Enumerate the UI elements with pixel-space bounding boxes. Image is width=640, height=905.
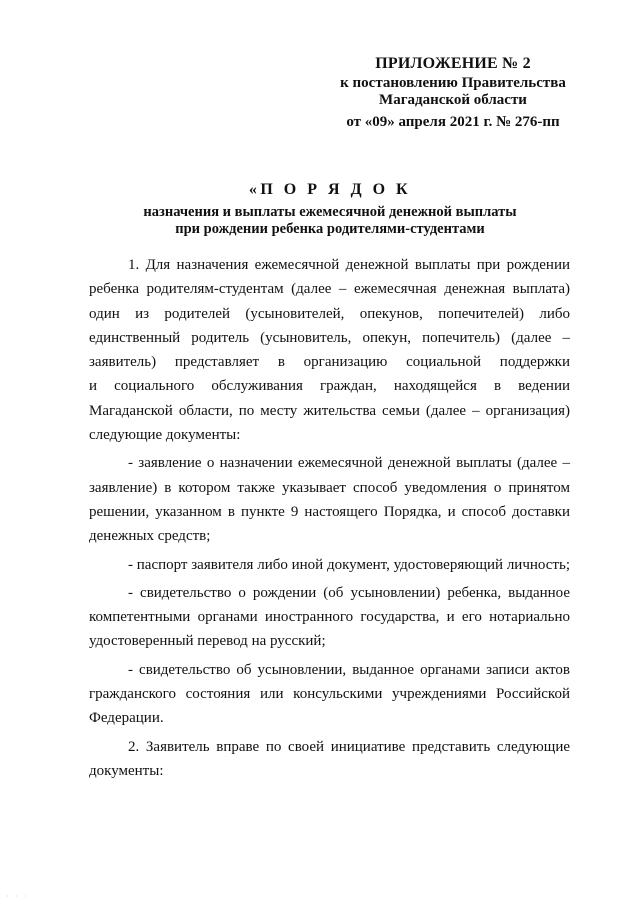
paragraph-adoption-certificate bbox=[89, 658, 570, 731]
text-line: Федерации. bbox=[89, 710, 164, 727]
document-subtitle-1: назначения и выплаты ежемесячной денежной выплаты bbox=[143, 204, 517, 220]
text-line: - свидетельство о рождении (об усыновлении) ребенка, выданное bbox=[128, 584, 570, 601]
text-line: один из родителей (усыновителей, опекунов, попечителей) либо bbox=[89, 305, 570, 322]
text-line: единственный родитель (усыновитель, опекун, попечитель) (далее – bbox=[89, 329, 570, 346]
text-line: решении, указанном в пункте 9 настоящего Порядка, и способ доставки bbox=[89, 503, 570, 520]
text-line: Магаданской области, по месту жительства семьи (далее – организация) bbox=[89, 402, 570, 419]
appendix-line-1: к постановлению Правительства bbox=[340, 75, 566, 91]
document-title: «П О Р Я Д О К bbox=[248, 181, 412, 198]
text-line: заявитель) представляет в организацию социальной поддержки bbox=[89, 354, 570, 371]
text-line: удостоверенный перевод на русский; bbox=[89, 633, 326, 650]
paragraph-birth-certificate bbox=[89, 581, 570, 654]
document-subtitle-2: при рождении ребенка родителями-студентами bbox=[175, 221, 485, 237]
text-line: и социального обслуживания граждан, находящейся в ведении bbox=[89, 378, 570, 395]
paragraph-1 bbox=[89, 253, 570, 447]
paragraph-2 bbox=[89, 735, 570, 784]
text-line: следующие документы: bbox=[89, 427, 241, 444]
text-line: ребенка родителям-студентам (далее – ежемесячная денежная выплата) bbox=[89, 281, 570, 298]
appendix-line-2: Магаданской области bbox=[379, 92, 527, 108]
text-line: заявление) в котором также указывает способ уведомления о принятом bbox=[89, 479, 570, 496]
document-title-block bbox=[60, 180, 600, 238]
text-line: денежных средств; bbox=[89, 528, 211, 545]
text-line: - заявление о назначении ежемесячной денежной выплаты (далее – bbox=[128, 455, 570, 472]
paragraph-application bbox=[89, 451, 570, 548]
text-line: 1. Для назначения ежемесячной денежной выплаты при рождении bbox=[128, 257, 570, 273]
appendix-header bbox=[318, 55, 588, 131]
scan-corner-mark: · · · bbox=[6, 892, 29, 901]
text-line: документы: bbox=[89, 762, 164, 779]
paragraph-passport bbox=[89, 553, 570, 577]
text-line: компетентными органами иностранного государства, и его нотариально bbox=[89, 609, 570, 626]
text-line: - свидетельство об усыновлении, выданное органами записи актов bbox=[128, 661, 570, 678]
text-line: гражданского состояния или консульскими учреждениями Российской bbox=[89, 686, 570, 703]
document-body bbox=[89, 253, 570, 783]
appendix-heading: ПРИЛОЖЕНИЕ № 2 bbox=[375, 55, 531, 72]
text-line: - паспорт заявителя либо иной документ, удостоверяющий личность; bbox=[128, 556, 570, 573]
text-line: 2. Заявитель вправе по своей инициативе представить следующие bbox=[128, 738, 570, 755]
appendix-date-line: от «09» апреля 2021 г. № 276-пп bbox=[346, 114, 560, 130]
